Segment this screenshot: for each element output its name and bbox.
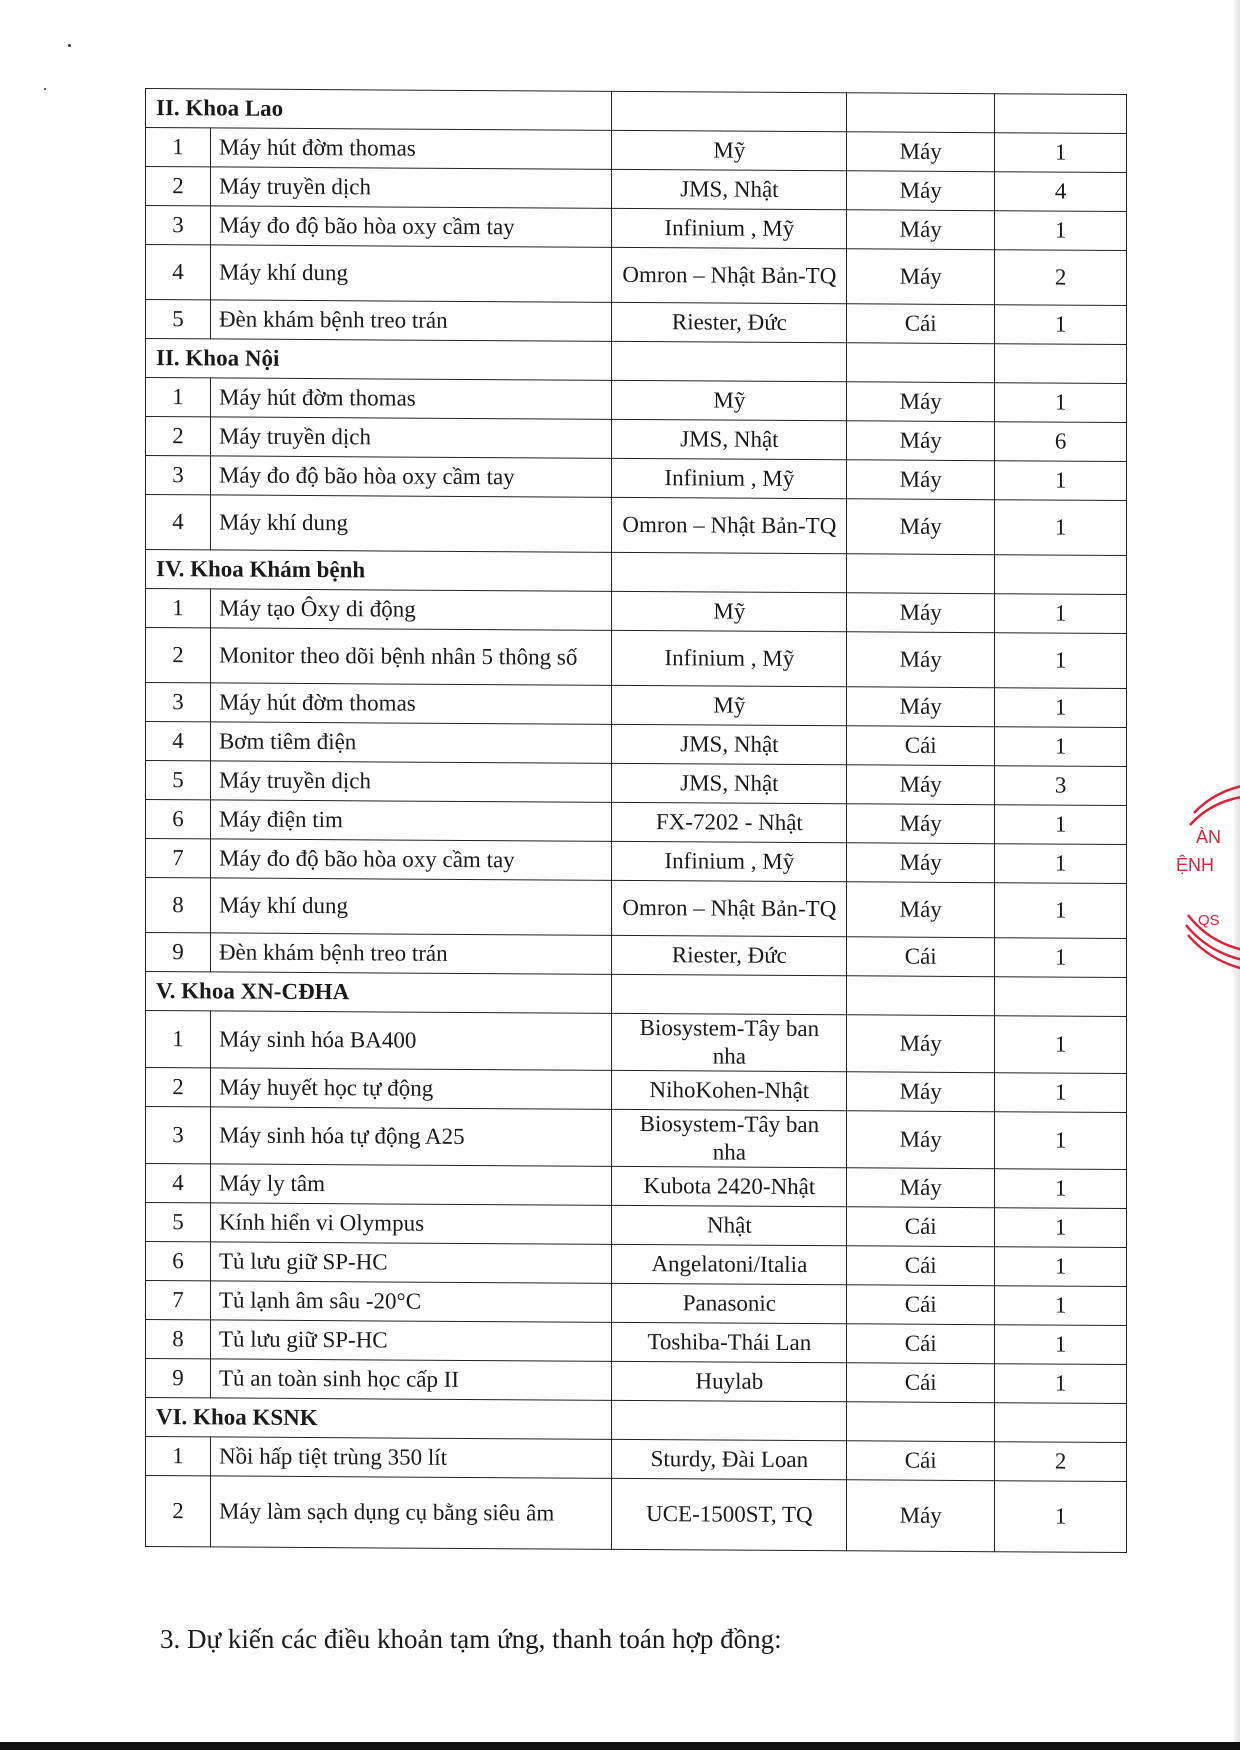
item-origin: Huylab <box>612 1361 847 1401</box>
table-row <box>146 1476 1127 1553</box>
stamp-text-mid: ỆNH <box>1176 855 1215 875</box>
item-number: 3 <box>146 683 211 722</box>
item-origin: Riester, Đức <box>612 935 847 975</box>
item-name: Bơm tiêm điện <box>210 722 611 763</box>
item-origin: NihoKohen-Nhật <box>612 1070 847 1110</box>
item-unit: Máy <box>847 1480 995 1552</box>
item-name: Tủ an toàn sinh học cấp II <box>210 1359 611 1400</box>
item-name: Máy sinh hóa tự động A25 <box>210 1107 611 1166</box>
item-unit: Cái <box>847 1363 995 1403</box>
item-number: 8 <box>146 878 211 933</box>
section-row <box>146 972 1127 1017</box>
table-row <box>146 300 1127 345</box>
item-number: 2 <box>146 628 211 683</box>
item-quantity: 1 <box>995 844 1127 884</box>
item-name: Máy khí dung <box>210 878 611 935</box>
item-origin: JMS, Nhật <box>612 419 847 459</box>
item-unit: Máy <box>847 249 995 305</box>
item-number: 2 <box>146 1476 211 1547</box>
item-name: Máy khí dung <box>210 245 611 302</box>
item-name: Máy huyết học tự động <box>210 1068 611 1109</box>
item-unit: Máy <box>847 687 995 727</box>
item-unit: Máy <box>847 210 995 250</box>
item-unit: Cái <box>847 726 995 766</box>
section-empty-cell <box>847 343 995 383</box>
item-origin: Sturdy, Đài Loan <box>612 1439 847 1479</box>
item-origin: Infinium , Mỹ <box>612 458 847 498</box>
item-name: Máy hút đờm thomas <box>210 128 611 169</box>
item-origin: JMS, Nhật <box>612 724 847 764</box>
table-row <box>146 839 1127 884</box>
item-number: 9 <box>146 933 211 972</box>
section-title: V. Khoa XN-CĐHA <box>146 972 612 1014</box>
red-seal-stamp <box>1168 765 1240 975</box>
item-origin: Mỹ <box>612 591 847 631</box>
table-row <box>146 495 1127 556</box>
item-unit: Máy <box>847 843 995 883</box>
item-number: 1 <box>146 589 211 628</box>
item-number: 4 <box>146 495 211 550</box>
equipment-table-body <box>146 89 1127 1553</box>
item-unit: Cái <box>847 937 995 977</box>
table-row <box>146 1281 1127 1326</box>
item-quantity: 1 <box>995 1364 1127 1404</box>
item-unit: Cái <box>847 1246 995 1286</box>
item-quantity: 2 <box>995 250 1127 306</box>
item-unit: Máy <box>847 1072 995 1112</box>
table-row <box>146 800 1127 845</box>
item-name: Máy điện tim <box>210 800 611 841</box>
item-name: Máy đo độ bão hòa oxy cầm tay <box>210 206 611 247</box>
item-unit: Máy <box>847 804 995 844</box>
table-row <box>146 1203 1127 1248</box>
scan-edge-bottom <box>0 1742 1240 1750</box>
table-row <box>146 1359 1127 1404</box>
item-unit: Máy <box>847 382 995 422</box>
item-name: Đèn khám bệnh treo trán <box>210 300 611 341</box>
item-quantity: 1 <box>995 1208 1127 1248</box>
item-number: 2 <box>146 1068 211 1107</box>
item-name: Tủ lưu giữ SP-HC <box>210 1320 611 1361</box>
section-empty-cell <box>612 91 847 131</box>
item-name: Tủ lạnh âm sâu -20°C <box>210 1281 611 1322</box>
item-unit: Máy <box>847 593 995 633</box>
section-empty-cell <box>995 977 1127 1017</box>
section-title: VI. Khoa KSNK <box>146 1398 612 1440</box>
item-number: 4 <box>146 245 211 300</box>
section-empty-cell <box>612 341 847 381</box>
section-row <box>146 1398 1127 1443</box>
table-row <box>146 1437 1127 1482</box>
item-unit: Máy <box>847 632 995 688</box>
item-quantity: 6 <box>995 422 1127 462</box>
item-origin: Biosystem-Tây ban nha <box>612 1109 847 1167</box>
item-origin: Kubota 2420-Nhật <box>612 1166 847 1206</box>
scan-speck <box>44 88 46 90</box>
item-quantity: 1 <box>995 938 1127 978</box>
section-row <box>146 550 1127 595</box>
table-row <box>146 628 1127 689</box>
item-quantity: 1 <box>995 1073 1127 1113</box>
stamp-text-bottom: QS <box>1198 912 1220 929</box>
item-quantity: 1 <box>995 688 1127 728</box>
item-number: 3 <box>146 1107 211 1164</box>
item-origin: Angelatoni/Italia <box>612 1244 847 1284</box>
item-unit: Cái <box>847 1324 995 1364</box>
item-origin: Omron – Nhật Bản-TQ <box>612 497 847 553</box>
item-name: Máy ly tâm <box>210 1164 611 1205</box>
item-number: 6 <box>146 800 211 839</box>
item-origin: Biosystem-Tây ban nha <box>612 1013 847 1071</box>
table-row <box>146 878 1127 939</box>
item-number: 1 <box>146 128 211 167</box>
item-number: 6 <box>146 1242 211 1281</box>
item-unit: Cái <box>847 304 995 344</box>
item-number: 4 <box>146 722 211 761</box>
item-quantity: 4 <box>995 172 1127 212</box>
item-origin: Mỹ <box>612 130 847 170</box>
item-quantity: 1 <box>995 133 1127 173</box>
item-number: 9 <box>146 1359 211 1398</box>
table-row <box>146 167 1127 212</box>
item-number: 7 <box>146 1281 211 1320</box>
item-quantity: 1 <box>995 1325 1127 1365</box>
item-quantity: 1 <box>995 1286 1127 1326</box>
item-number: 3 <box>146 456 211 495</box>
section-empty-cell <box>995 555 1127 595</box>
table-row <box>146 683 1127 728</box>
section-empty-cell <box>995 1403 1127 1443</box>
item-quantity: 1 <box>995 383 1127 423</box>
item-origin: FX-7202 - Nhật <box>612 802 847 842</box>
item-unit: Máy <box>847 460 995 500</box>
section-empty-cell <box>612 1400 847 1440</box>
item-unit: Máy <box>847 421 995 461</box>
item-unit: Cái <box>847 1441 995 1481</box>
item-number: 1 <box>146 1437 211 1476</box>
item-name: Máy tạo Ôxy di động <box>210 589 611 630</box>
item-origin: Panasonic <box>612 1283 847 1323</box>
item-name: Máy hút đờm thomas <box>210 683 611 724</box>
item-number: 1 <box>146 1011 211 1068</box>
table-row <box>146 1011 1127 1074</box>
table-row <box>146 1320 1127 1365</box>
item-origin: UCE-1500ST, TQ <box>612 1478 847 1550</box>
item-number: 5 <box>146 300 211 339</box>
item-number: 5 <box>146 1203 211 1242</box>
item-name: Máy truyền dịch <box>210 417 611 458</box>
section-title: II. Khoa Lao <box>146 89 612 131</box>
section-row <box>146 339 1127 384</box>
item-unit: Máy <box>847 1168 995 1208</box>
table-row <box>146 761 1127 806</box>
item-name: Kính hiển vi Olympus <box>210 1203 611 1244</box>
table-row <box>146 206 1127 251</box>
table-row <box>146 378 1127 423</box>
section-row <box>146 89 1127 134</box>
item-quantity: 1 <box>995 633 1127 689</box>
section-empty-cell <box>612 974 847 1014</box>
section-title: II. Khoa Nội <box>146 339 612 381</box>
item-number: 5 <box>146 761 211 800</box>
item-quantity: 1 <box>995 805 1127 845</box>
section-empty-cell <box>847 554 995 594</box>
item-quantity: 1 <box>995 500 1127 556</box>
table-row <box>146 1068 1127 1113</box>
item-name: Monitor theo dõi bệnh nhân 5 thông số <box>210 628 611 685</box>
item-number: 2 <box>146 417 211 456</box>
item-unit: Máy <box>847 882 995 938</box>
item-origin: Infinium , Mỹ <box>612 630 847 686</box>
item-unit: Máy <box>847 1111 995 1169</box>
item-origin: JMS, Nhật <box>612 169 847 209</box>
section-empty-cell <box>612 552 847 592</box>
section-empty-cell <box>995 344 1127 384</box>
item-quantity: 1 <box>995 1112 1127 1170</box>
item-quantity: 1 <box>995 305 1127 345</box>
table-row <box>146 245 1127 306</box>
item-number: 8 <box>146 1320 211 1359</box>
item-quantity: 1 <box>995 1016 1127 1074</box>
item-unit: Máy <box>847 132 995 172</box>
table-row <box>146 1242 1127 1287</box>
item-unit: Cái <box>847 1285 995 1325</box>
table-row <box>146 1164 1127 1209</box>
section-empty-cell <box>847 93 995 133</box>
item-quantity: 2 <box>995 1442 1127 1482</box>
item-name: Máy đo độ bão hòa oxy cầm tay <box>210 456 611 497</box>
item-origin: Mỹ <box>612 685 847 725</box>
stamp-arc <box>1188 935 1240 972</box>
item-unit: Máy <box>847 1015 995 1073</box>
item-quantity: 3 <box>995 766 1127 806</box>
item-name: Máy khí dung <box>210 495 611 552</box>
item-origin: Nhật <box>612 1205 847 1245</box>
item-origin: Infinium , Mỹ <box>612 841 847 881</box>
table-row <box>146 589 1127 634</box>
table-row <box>146 456 1127 501</box>
item-number: 2 <box>146 167 211 206</box>
item-unit: Máy <box>847 499 995 555</box>
item-origin: Riester, Đức <box>612 302 847 342</box>
item-origin: Infinium , Mỹ <box>612 208 847 248</box>
item-quantity: 1 <box>995 1169 1127 1209</box>
item-quantity: 1 <box>995 727 1127 767</box>
item-name: Máy truyền dịch <box>210 761 611 802</box>
table-row <box>146 417 1127 462</box>
item-origin: Omron – Nhật Bản-TQ <box>612 880 847 936</box>
section-empty-cell <box>847 1402 995 1442</box>
item-number: 7 <box>146 839 211 878</box>
item-name: Máy sinh hóa BA400 <box>210 1011 611 1070</box>
item-name: Máy hút đờm thomas <box>210 378 611 419</box>
stamp-text-top: ÀN <box>1196 827 1222 847</box>
table-row <box>146 722 1127 767</box>
item-name: Tủ lưu giữ SP-HC <box>210 1242 611 1283</box>
item-number: 1 <box>146 378 211 417</box>
item-quantity: 1 <box>995 1247 1127 1287</box>
item-origin: Mỹ <box>612 380 847 420</box>
item-unit: Cái <box>847 1207 995 1247</box>
item-origin: JMS, Nhật <box>612 763 847 803</box>
section-empty-cell <box>847 976 995 1016</box>
item-unit: Máy <box>847 171 995 211</box>
item-quantity: 1 <box>995 594 1127 634</box>
item-name: Đèn khám bệnh treo trán <box>210 933 611 974</box>
item-number: 3 <box>146 206 211 245</box>
item-quantity: 1 <box>995 461 1127 501</box>
scan-speck <box>68 44 71 47</box>
item-quantity: 1 <box>995 1481 1127 1553</box>
item-name: Nồi hấp tiệt trùng 350 lít <box>210 1437 611 1478</box>
item-origin: Omron – Nhật Bản-TQ <box>612 247 847 303</box>
item-quantity: 1 <box>995 211 1127 251</box>
item-quantity: 1 <box>995 883 1127 939</box>
item-name: Máy làm sạch dụng cụ bằng siêu âm <box>210 1476 611 1549</box>
equipment-table <box>145 88 1127 1553</box>
payment-terms-heading: 3. Dự kiến các điều khoản tạm ứng, thanh toán hợp đồng: <box>160 1624 782 1654</box>
item-origin: Toshiba-Thái Lan <box>612 1322 847 1362</box>
table-row <box>146 933 1127 978</box>
table-row <box>146 1107 1127 1170</box>
item-name: Máy đo độ bão hòa oxy cầm tay <box>210 839 611 880</box>
item-number: 4 <box>146 1164 211 1203</box>
item-unit: Máy <box>847 765 995 805</box>
table-row <box>146 128 1127 173</box>
item-name: Máy truyền dịch <box>210 167 611 208</box>
section-empty-cell <box>995 94 1127 134</box>
section-title: IV. Khoa Khám bệnh <box>146 550 612 592</box>
